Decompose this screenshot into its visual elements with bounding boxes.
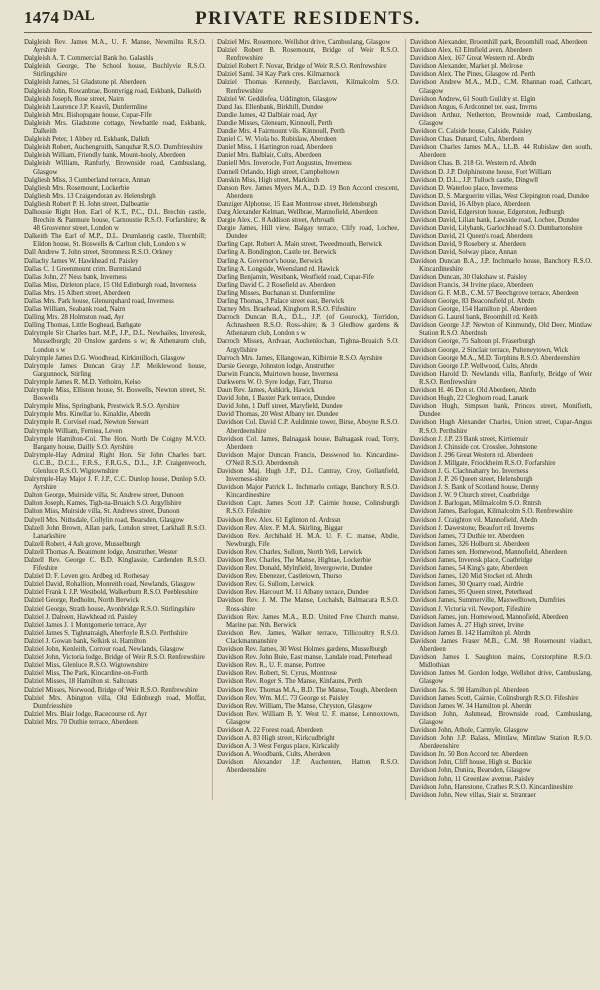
- resident-entry: Dalton Miss, Muirside villa, St. Andrews street, Dunoon: [24, 508, 180, 516]
- resident-entry: Davidson Alex. 167 Great Western rd. Abrdn: [410, 55, 535, 63]
- resident-entry: Davidson John, Harestone, Crathes R.S.O. Kincardineshire: [410, 783, 574, 791]
- resident-entry: Dalrymple James R. M.D. Yetholm, Kelso: [24, 378, 141, 386]
- resident-entry: Davidson James A. 27 High street, Irvine: [410, 621, 524, 629]
- resident-entry: Daniel Miss, 1 Hartington road, Aberdeen: [217, 144, 333, 152]
- resident-entry: Davidson John, New villas, Stair st. Stranraer: [410, 791, 536, 799]
- resident-entry: Davidson James, Barlogan, Kilmalcolm S.O. Renfrewshire: [410, 508, 573, 516]
- resident-entry: Dallas Mrs. 15 Albert street, Aberdeen: [24, 289, 131, 297]
- resident-entry: Dandie Misses, Glenearn, Kinnoull, Perth: [217, 119, 333, 127]
- column-2: [212, 39, 399, 800]
- resident-entry: Dalziel Frank I. J.P. Westbold, Walkerburn R.S.O. Peeblesshire: [24, 589, 198, 597]
- resident-entry: Davidson Rev. Alex. 61 Eglinton rd. Ardrssn: [217, 516, 341, 524]
- resident-entry: Davidson James M. Gordon lodge, Wellshot drive, Cambuslang, Glasgow: [410, 670, 592, 686]
- resident-entry: Davidson James, Inveresk place, Coatbridge: [410, 557, 533, 564]
- resident-entry: Davidson Rev. Thomas M.A., B.D. The Manse, Tough, Aberdeen: [217, 686, 398, 694]
- resident-entry: Davidson Charles James M.A., LL.B. 44 Rubislaw den south, Aberdeen: [410, 144, 592, 160]
- resident-entry: Dalrymple-Hay Admiral Right Hon. Sir John Charles bart. G.C.B., D.C.L., F.R.S., F.R.G.S., D.L., J.P. Craigenveoch, Glenluce R.S.O. Wigtownshire: [24, 451, 206, 475]
- resident-entry: Darney Mrs. Braehead, Kinghorn R.S.O. Fifeshire: [217, 306, 356, 314]
- resident-entry: Daniell Mrs. Inverocle, Fort Augustus, Inverness: [217, 160, 352, 168]
- resident-entry: Dalrymple Mrs. Kinellar lo. Kinaldie, Aberdn: [24, 411, 151, 419]
- resident-entry: Davidson James Fraser M.B., C.M. 98 Rosemount viaduct, Aberdeen: [410, 637, 592, 654]
- resident-entry: Dargie James, Hill view, Balgay terrace, Clify road, Lochee, Dundee: [217, 225, 399, 241]
- resident-entry: Dalziel Miss, Glenluce R.S.O. Wigtownshire: [24, 662, 148, 670]
- resident-entry: Dalling Mrs. 28 Holmston road, Ayr: [24, 314, 124, 322]
- resident-entry: Dallas John, 27 Ness bank, Inverness: [24, 273, 127, 281]
- resident-entry: Davidson J. Chinside cot. Crosslee, Johnstone: [410, 443, 538, 451]
- resident-entry: Dalling Thomas, Little Boghead, Bathgate: [24, 322, 141, 330]
- section-label: DAL: [63, 8, 95, 24]
- resident-entry: Dalton Joseph, Kames, Tigh-na-Bruaich S.O. Argyllshire: [24, 500, 182, 508]
- resident-entry: Davidson David, 16 Albyn place, Aberdeen: [410, 200, 530, 208]
- resident-entry: Davidson Alex. The Pines, Glasgow rd. Perth: [410, 71, 536, 79]
- resident-entry: Dalgleish William, Ranfurly, Brownside road, Cambuslang, Glasgow: [24, 160, 206, 176]
- resident-entry: Davidson Rev. James, Walker terrace, Tillicoultry R.S.O. Clackmannanshire: [217, 629, 399, 645]
- page-number: 1474: [24, 8, 60, 27]
- resident-entry: Dalziel Misses, 18 Hamilton st. Saltcoats: [24, 678, 138, 686]
- resident-entry: Davidson Rev. Roger S. The Manse, Kinfauns, Perth: [217, 678, 363, 686]
- resident-entry: Dalziel James J. 1 Montgomerie terrace, Ayr: [24, 621, 147, 629]
- resident-entry: Davidson J. W. 9 Church street, Coatbridge: [410, 492, 530, 500]
- resident-entry: Darling A. Governor's house, Berwick: [217, 257, 323, 265]
- resident-entry: Davidson Rev. Wm. M.C. 73 George st. Paisley: [217, 694, 349, 702]
- resident-entry: Dalziel Robert B. Rosemount, Bridge of Weir R.S.O. Renfrewshire: [217, 47, 399, 63]
- resident-entry: Davidson James sen. Homewood, Mannofield, Aberdeen: [410, 548, 567, 556]
- resident-entry: Dandie James, 42 Dalblair road, Ayr: [217, 111, 318, 119]
- resident-entry: Dand Jas. Ellenbank, Birkhill, Dundee: [217, 103, 324, 111]
- resident-entry: Davidson Alexander J.P. Auchenten, Hatton R.S.O. Aberdeenshire: [217, 759, 399, 775]
- resident-entry: Davidson Rev. Archibald H. M.A. U. F. C. manse, Abdie, Newburgh, Fife: [217, 532, 399, 548]
- resident-entry: Davidson Rev. William, The Manse, Chryston, Glasgow: [217, 702, 373, 710]
- resident-entry: Davidson John, Cliff house, High st. Buckie: [410, 759, 532, 767]
- resident-entry: Davidson J. Millgate, Friockheim R.S.O. Forfarshire: [410, 459, 556, 467]
- resident-entry: Davidson James W. 34 Hamilton pl. Aberdn: [410, 702, 532, 710]
- resident-entry: Dalgleish Mrs. Bishopsgate house, Cupar-Fife: [24, 111, 152, 119]
- resident-entry: Dalziel Saml. 34 Kay Park cres. Kilmarnock: [217, 71, 340, 79]
- resident-entry: Davidson Rev. James M.A., B.D. United Free Church manse, Marine par. Nth. Berwick: [217, 613, 399, 629]
- resident-entry: Dalgleish William, Friendly bank, Mount-hooly, Aberdeen: [24, 152, 186, 160]
- resident-entry: Dalrymple-Hay Major J. F. J.P., C.C. Dunlop house, Dunlop S.O. Ayrshire: [24, 476, 206, 492]
- resident-entry: Dalgleish Rev. James M.A., U. F. Manse, Newmilns R.S.O. Ayrshire: [24, 39, 206, 55]
- resident-entry: Davidson D. J.P. Dolphinstone house, Fort William: [410, 168, 552, 176]
- resident-entry: Dalgleish James, 51 Gladstone pl. Aberdeen: [24, 79, 146, 87]
- resident-entry: Davidson John J.P. Balass, Mintlaw, Mintlaw Station R.S.O. Aberdeenshire: [410, 735, 592, 751]
- resident-entry: Dalgleish Laurence J.P. Keavil, Dunfermline: [24, 103, 148, 111]
- resident-entry: Davidson Alexander, Market pl. Melrose: [410, 63, 523, 71]
- resident-entry: Dalhousie Right Hon. Earl of K.T., P.C., D.L. Brechin castle, Brechin & Panmure house, Carnoustie R.S.O. Forfarshire; & 48 Grosvenor street, London w: [24, 208, 206, 233]
- resident-entry: Davidson D. S. Marguerite villas, West Clepington road, Dundee: [410, 192, 590, 200]
- resident-entry: Dalrymple Miss, Springbank, Prestwick R.S.O. Ayrshire: [24, 403, 180, 411]
- resident-entry: Davidson Col. James, Balnagask house, Balnagask road, Torry, Aberdeen: [217, 435, 399, 451]
- resident-entry: Davidson Rev. Ebenezer, Castletown, Thurso: [217, 573, 342, 581]
- resident-entry: Davidson Harold D. Newlands villa, Ranfurly, Bridge of Weir R.S.O. Renfrewshire: [410, 370, 592, 386]
- resident-entry: Davidson Major Patrick L. Inchmarlo cottage, Banchory R.S.O. Kincardineshire: [217, 484, 399, 500]
- resident-entry: Dalrymple Sir Charles bart. M.P., J.P., D.L. Newhailes, Inveresk, Musselburgh; 20 Onslow gardens s w; & Athenæum club, London s w: [24, 330, 206, 354]
- resident-entry: Davidson Andrew M.A., M.D., C.M. Rhannan road, Cathcart, Glasgow: [410, 79, 592, 95]
- resident-entry: Davidson Hugh, 22 Cleghorn road, Lanark: [410, 395, 529, 403]
- resident-entry: Davidson G. F. M.B., C.M. 57 Beechgrove terrace, Aberdeen: [410, 289, 579, 297]
- resident-entry: Dalgliesh Mrs. Rosemount, Lockerbie: [24, 184, 130, 192]
- resident-entry: Dalziel W. Geddiefea, Uddington, Glasgow: [217, 95, 337, 103]
- resident-entry: Davidson John, Ashmead, Brownside road, Cambuslang, Glasgow: [410, 710, 592, 726]
- resident-entry: Dalgliesh Robert P. H. John street, Dalbeattie: [24, 200, 149, 208]
- resident-entry: Dalgleish John, Rowanbrae, Bonnyrigg road, Eskbank, Dalkeith: [24, 87, 202, 95]
- resident-entry: Davidson Andrew, 61 South Guildry st. Elgin: [410, 95, 536, 103]
- resident-entry: Dallas Miss, Dirleton place, 15 Old Edinburgh road, Inverness: [24, 281, 197, 289]
- page-header: [24, 6, 592, 33]
- resident-entry: Dalziel J. Dalreen, Hawkhead rd. Paisley: [24, 613, 138, 621]
- resident-entry: Dalziel Miss, The Park, Kincardine-on-Forth: [24, 670, 148, 678]
- resident-entry: Davidson Jas. S. 98 Hamilton pl. Aberdeen: [410, 686, 529, 694]
- resident-entry: Davidson J. Dawestone, Beaufort rd. Inverns: [410, 524, 535, 532]
- resident-entry: Dalrymple William, Ferniea, Leven: [24, 427, 123, 435]
- resident-entry: Davidson David, 21 Queen's road, Aberdeen: [410, 233, 533, 241]
- resident-entry: Davidson Rev. Donald, Mylnfield, Invergowrie, Dundee: [217, 565, 373, 573]
- resident-entry: Davidson A. Woodbank, Cults, Aberdeen: [217, 751, 331, 759]
- resident-entry: Davidson Arthur, Netherton, Brownside road, Cambuslang, Glasgow: [410, 111, 592, 127]
- resident-entry: Danskin Miss, High street, Markinch: [217, 176, 320, 184]
- page-title: PRIVATE RESIDENTS.: [195, 8, 421, 29]
- resident-entry: Dalgliesh Miss, 3 Cumberland terrace, Annan: [24, 176, 151, 184]
- resident-entry: Davidson J. Barlogan, Milmalcolm S.O. Rntrsh: [410, 500, 542, 508]
- resident-entry: Dalziel John, Kenleith, Corrour road, Newlands, Glasgow: [24, 646, 184, 654]
- resident-entry: Davidson David, Solway place, Annan: [410, 249, 517, 257]
- resident-entry: Danziger Alphonse, 15 East Montrose street, Helensburgh: [217, 200, 378, 208]
- resident-entry: Darroch Mrs. James, Ellangowan, Kilbirnie R.S.O. Ayrshire: [217, 354, 383, 362]
- resident-entry: Darg Alexander Kelman, Wellbrae, Mannofield, Aberdeen: [217, 208, 378, 216]
- resident-entry: Davidson J. S. Bank of Scotland house, Denny: [410, 484, 539, 492]
- column-3: [405, 39, 592, 800]
- resident-entry: Dalgliesh Mrs. 13 Craigendoran av. Helensbrgh: [24, 192, 156, 200]
- resident-entry: Davidson James, 73 Duthie ter. Aberdeen: [410, 532, 525, 540]
- resident-entry: Dalgleish George, The School house, Buchlyvie R.S.O. Stirlingshire: [24, 63, 206, 79]
- resident-entry: Davidson James, 95 Queen street, Peterhead: [410, 589, 533, 597]
- resident-entry: Davidson Francis, 34 Irvine place, Aberdeen: [410, 281, 534, 289]
- resident-entry: Daun Rev. James, Ashkirk, Hawick: [217, 387, 315, 395]
- resident-entry: Davidson David, Lilybank, Garlochhead S.O. Dumbartonshire: [410, 225, 583, 233]
- resident-entry: Dannell Orlando, High street, Campbeltown: [217, 168, 340, 176]
- resident-entry: Darling Thomas, 3 Palace street east, Berwick: [217, 298, 345, 305]
- resident-entry: Davidson Angus, 6 Ardconnel ter. east, Invrns: [410, 103, 537, 111]
- resident-entry: Darkwerts W. O. Syre lodge, Farr, Thurso: [217, 378, 333, 386]
- resident-entry: Dalrymple Hamilton-Col. The Hon. North De Coigny M.V.O. Bargany house, Dailly S.O. Ayrshire: [24, 435, 206, 451]
- resident-entry: Darroch Duncan B.A., D.L., J.P. (of Gourock), Torridon, Achnasheen R.S.O. Ross-shire; & 3 Gledhow gardens & Athenæum club, London s w: [217, 314, 399, 338]
- resident-entry: Darling A. Longside, Weensland rd. Hawick: [217, 265, 340, 273]
- resident-entry: Dallachy James W. Hawkhead rd. Paisley: [24, 257, 139, 265]
- resident-entry: Dalziel Mrs. 70 Duthie terrace, Aberdeen: [24, 718, 138, 726]
- resident-entry: Dalyell Mrs. Nithsdale, Collylin road, Bearsden, Glasgow: [24, 516, 184, 524]
- resident-entry: Davidson Chas. B. 218 Gt. Western rd. Abrdn: [410, 160, 537, 168]
- resident-entry: Davidson David, 9 Rosebery st. Aberdeen: [410, 241, 526, 249]
- resident-entry: David John, 1 Duff street, Maryfield, Dundee: [217, 403, 343, 411]
- resident-entry: Davidson H. 46 Don st. Old Aberdeen, Abrdn: [410, 387, 536, 395]
- resident-entry: Davidson James, Summerville, Maxwelltown, Dumfries: [410, 597, 566, 605]
- resident-entry: Darling A. Bondington, Castle ter. Berwick: [217, 249, 337, 257]
- resident-entry: Dalziel James S. Tighnatraigh, Aberfoyle R.S.O. Perthshire: [24, 629, 188, 637]
- resident-entry: Dalziel D. F. Leven gro. Ardbeg rd. Rothesay: [24, 573, 150, 581]
- resident-entry: Davidson George, 83 Beaconsfield pl. Abrdn: [410, 298, 535, 305]
- resident-entry: Davidson A. 22 Forest road, Aberdeen: [217, 726, 323, 734]
- resident-entry: Davidson Maj. Hugh J.P., D.L. Cantray, Croy, Gollanfield, Inverness-shire: [217, 467, 399, 484]
- resident-entry: Davidson Rev. Charles, The Manse, Hightae, Lockerbie: [217, 557, 372, 564]
- resident-entry: Davidson C. Calside house, Calside, Paisley: [410, 128, 533, 136]
- resident-entry: Davidson Rev. Alex. P. M.A. Skirling, Biggar: [217, 524, 343, 532]
- resident-entry: Dalziel Thomas Kennedy, Barclaven, Kilmalcolm S.O. Renfrewshire: [217, 79, 399, 95]
- resident-entry: Darwin Francis, Muirtown house, Inverness: [217, 370, 339, 378]
- resident-entry: Dalgleish Joseph, Rose street, Nairn: [24, 95, 124, 103]
- resident-entry: Davidson D. D.L., J.P. Tulloch castle, Dingwll: [410, 176, 539, 184]
- resident-entry: Davidson James, jun. Homewood, Mannofield, Aberdeen: [410, 613, 569, 621]
- resident-entry: Davidson Rev. William B. Y. West U. F. manse, Lennoxtown, Glasgow: [217, 710, 399, 726]
- resident-entry: Dall Andrew T. John street, Stromness R.S.O. Orkney: [24, 249, 173, 257]
- resident-entry: Dallas William, Seabank road, Nairn: [24, 306, 126, 314]
- resident-entry: Dalziel George, Strath house, Avonbridge R.S.O. Stirlingshire: [24, 605, 196, 613]
- resident-entry: Davidson Alexander, Broomhill park, Broomhill road, Aberdeen: [410, 39, 588, 46]
- resident-entry: Davidson Hugh, Simpson bank, Princes street, Monifieth, Dundee: [410, 403, 592, 419]
- column-1: [24, 39, 206, 800]
- resident-entry: Dalton George, Muirside villa, St. Andrew street, Dunoon: [24, 492, 184, 500]
- resident-entry: Davidson David, Lilian bank, Lawside road, Lochee, Dundee: [410, 217, 580, 225]
- resident-entry: Davidson Hugh Alexander Charles, Union street, Cupar-Angus R.S.O. Perthshire: [410, 419, 592, 435]
- resident-entry: Dandie Mrs. 4 Fairmount vils. Kinnoull, Perth: [217, 128, 345, 136]
- resident-entry: Davidson D. Waterloo place, Inverness: [410, 184, 518, 192]
- resident-entry: Danson Rev. James Myers M.A., D.D. 19 Bon Accord crescent, Aberdeen: [217, 184, 399, 200]
- resident-entry: Darsie George, Johnston lodge, Anstruther: [217, 362, 335, 370]
- resident-entry: Dalzell John Brown, Allan park, London street, Larkhall R.S.O. Lanarkshire: [24, 524, 206, 540]
- resident-entry: Davidson Rev. John Buie, East manse, Landale road, Peterhead: [217, 654, 392, 662]
- resident-entry: Davidson James I. Saughton mains, Corstorphine R.S.O. Midlothian: [410, 654, 592, 670]
- resident-entry: Darling David C. 2 Rosefield av. Aberdeen: [217, 281, 336, 289]
- resident-entry: Davidson Rev. Robert, St. Cyrus, Montrose: [217, 670, 337, 678]
- resident-entry: Davidson Rev. Charles, Sullom, North Yell, Lerwick: [217, 548, 363, 556]
- resident-entry: Dalziel Misses, Norwood, Bridge of Weir R.S.O. Renfrewshire: [24, 686, 198, 694]
- resident-entry: Darling Misses, Buchanan st. Dunfermline: [217, 289, 335, 297]
- resident-entry: Dalzell Robert, 4 Ash grove, Musselburgh: [24, 540, 141, 548]
- resident-entry: Davidson Rev. Harcourt M. 11 Albany terrace, Dundee: [217, 589, 369, 597]
- resident-entry: Davidson A. 83 High street, Kirkcudbright: [217, 735, 335, 743]
- resident-entry: Dallas Mrs. Park house, Glenurquhard road, Inverness: [24, 298, 174, 305]
- resident-entry: Darroch Misses, Ardvaar, Auchenlochan, Tighna-Bruaich S.O. Argyllshire: [217, 338, 399, 354]
- resident-entry: Davidson Rev. R., U. F. manse, Portree: [217, 662, 326, 670]
- resident-entry: Dalgleish A. T. Commercial Bank ho. Galashls: [24, 55, 154, 63]
- resident-entry: Davidson George, 154 Hamilton pl. Aberdeen: [410, 306, 537, 314]
- resident-entry: Dalziel John, Victoria lodge, Bridge of Weir R.S.O. Renfrewshire: [24, 654, 205, 662]
- resident-entry: Dalziel David, Rohallion, Monreith road, Newlands, Glasgow: [24, 581, 196, 589]
- resident-entry: Davidson David, Edgerston house, Edgerston, Jedburgh: [410, 208, 565, 216]
- resident-entry: Dalrymple James D.G. Woodhead, Kirkintilloch, Glasgow: [24, 354, 186, 362]
- residents-columns: [24, 39, 592, 800]
- resident-entry: Davidson George, 75 Saltoun pl. Fraserburgh: [410, 338, 536, 346]
- resident-entry: Davidson J. G. Clachnaharry ho. Inverness: [410, 467, 529, 475]
- resident-entry: Dalziel Mrs. Abington villa, Old Edinburgh road, Moffat, Dumfriesshire: [24, 694, 206, 710]
- resident-entry: Darling Benjamin, Westbank, Westfield road, Cupar-Fife: [217, 273, 374, 281]
- resident-entry: Davidson John, Dunira, Bearsden, Glasgow: [410, 767, 531, 775]
- resident-entry: Davidson Rev. J. M. The Manse, Lochalsh, Balmacara R.S.O. Ross-shire: [217, 597, 399, 613]
- resident-entry: Davidson J. P. 26 Queen street, Helensburgh: [410, 476, 533, 484]
- resident-entry: David John, 1 Baxter Park terrace, Dundee: [217, 395, 336, 403]
- resident-entry: Davidson Jn. 50 Bon Accord ter. Aberdeen: [410, 751, 528, 759]
- resident-entry: Darling Capt. Robert A. Main street, Tweedmouth, Berwick: [217, 241, 382, 249]
- resident-entry: Davidson Chas. Dunard, Cults, Aberdeen: [410, 136, 524, 144]
- resident-entry: Davidson G. Laurel bank, Broomhill rd. Keith: [410, 314, 538, 322]
- resident-entry: Davidson James B. 142 Hamilton pl. Abrdn: [410, 629, 531, 637]
- resident-entry: Dalkeith The Earl of M.P., D.L. Drumlanrig castle, Thornhill; Eildon house, St. Boswells & Carlton club, London s w: [24, 233, 206, 249]
- resident-entry: Davidson Duncan, 30 Oakshaw st. Paisley: [410, 273, 527, 281]
- resident-entry: Dalrymple Miss, Elliston house, St. Boswells, Newton street, St. Boswells: [24, 387, 206, 403]
- resident-entry: Dalzell Thomas A. Beaumont lodge, Anstruther, Wester: [24, 548, 178, 556]
- resident-entry: Davidson A. 3 West Fergus place, Kirkcaldy: [217, 743, 340, 751]
- resident-entry: Davidson George, 2 Sinclair terrace, Pulteneytown, Wick: [410, 346, 569, 354]
- resident-entry: Dalziel George, Redholm, North Berwick: [24, 597, 140, 605]
- resident-entry: Davidson Duncan B.A., J.P. Inchmarlo house, Banchory R.S.O. Kincardineshire: [410, 257, 592, 273]
- resident-entry: Dalziel Mrs. Blair lodge, Racecourse rd. Ayr: [24, 710, 147, 718]
- resident-entry: Davidson J. Victoria vil. Newport, Fifeshire: [410, 605, 531, 613]
- resident-entry: Davidson James, 326 Holburn st. Aberdeen: [410, 540, 530, 548]
- resident-entry: Davidson George J.P. Wellwood, Cults, Abrdn: [410, 362, 538, 370]
- resident-entry: Dalgleish Robert, Auchengruith, Sanquhar R.S.O. Dumfriesshire: [24, 144, 203, 152]
- resident-entry: Daniel C. W. Viola ho. Rubislaw, Aberdeen: [217, 136, 337, 144]
- resident-entry: David Thomas, 20 West Albany ter. Dundee: [217, 411, 339, 419]
- resident-entry: Davidson Capt. James Scott J.P. Cairnie house, Colinsburgh R.S.O. Fifeshire: [217, 500, 399, 516]
- resident-entry: Dallas C. 1 Greenmount crim. Burntisland: [24, 265, 141, 273]
- resident-entry: Dalzell Rev. George C. B.D. Kinglassie, Cardenden R.S.O. Fifeshire: [24, 557, 206, 573]
- resident-entry: Davidson J. Craighton vil. Mannofield, Abrdn: [410, 516, 538, 524]
- resident-entry: Dalziel Mrs. Rosemore, Wellshot drive, Cambuslang, Glasgow: [217, 39, 391, 46]
- resident-entry: Davidson James, 54 King's gate, Aberdeen: [410, 565, 528, 573]
- resident-entry: Davidson J. J.P. 23 Bank street, Kirriemuir: [410, 435, 528, 443]
- resident-entry: Davidson Rev. James, 30 West Holmes gardens, Musselburgh: [217, 646, 388, 654]
- resident-entry: Davidson Col. David C.P. Auldinnie tower, Birse, Aboyne R.S.O. Aberdeenshire: [217, 419, 399, 435]
- resident-entry: Dalrymple R. Corvisel road, Newton Stewart: [24, 419, 149, 427]
- resident-entry: Dargie Alex. C. 8 Addison street, Arbroath: [217, 217, 335, 225]
- resident-entry: Davidson George J.P. Newton of Kinmundy, Old Deer, Mintlaw Station R.S.O. Aberdnsh: [410, 322, 592, 338]
- resident-entry: Davidson John, Athole, Carmyle, Glasgow: [410, 726, 529, 734]
- resident-entry: Dalgleish Peter, 1 Abbey rd. Eskbank, Dalkth: [24, 136, 150, 144]
- resident-entry: Davidson James Scott, Cairnie, Colinsburgh R.S.O. Fifeshire: [410, 694, 579, 702]
- resident-entry: Davidson George M.A., M.D. Torphins R.S.O. Aberdeenshire: [410, 354, 581, 362]
- resident-entry: Daniel Mrs. Balblair, Cults, Aberdeen: [217, 152, 322, 160]
- resident-entry: Dalziel J. Gowan bank, Selkirk st. Hamilton: [24, 637, 146, 645]
- resident-entry: Davidson John, 11 Greenlaw avenue, Paisley: [410, 775, 535, 783]
- resident-entry: Davidson J. 296 Great Western rd. Aberdeen: [410, 451, 533, 459]
- resident-entry: Davidson Alex. 63 Elmfield aven. Aberdeen: [410, 47, 532, 55]
- resident-entry: Dalrymple James Duncan Gray J.P. Meiklewood house, Gargunnock, Stirling: [24, 362, 206, 378]
- resident-entry: Davidson Rev. G. Sullom, Lerwick: [217, 581, 314, 589]
- resident-entry: Dalgleish Mrs. Gladstone cottage, Newbattle road, Eskbank, Dalkeith: [24, 119, 206, 136]
- resident-entry: Davidson James, 120 Mid Stocket rd. Abrdn: [410, 573, 533, 581]
- resident-entry: Davidson Major Duncan Francis, Desswood ho. Kincardine-O'Neil R.S.O. Aberdeensh: [217, 451, 399, 467]
- resident-entry: Dalziel Robert F. Novar, Bridge of Weir R.S.O. Renfrewshire: [217, 63, 387, 71]
- resident-entry: Davidson James, 30 Quarry road, Airdrie: [410, 581, 524, 589]
